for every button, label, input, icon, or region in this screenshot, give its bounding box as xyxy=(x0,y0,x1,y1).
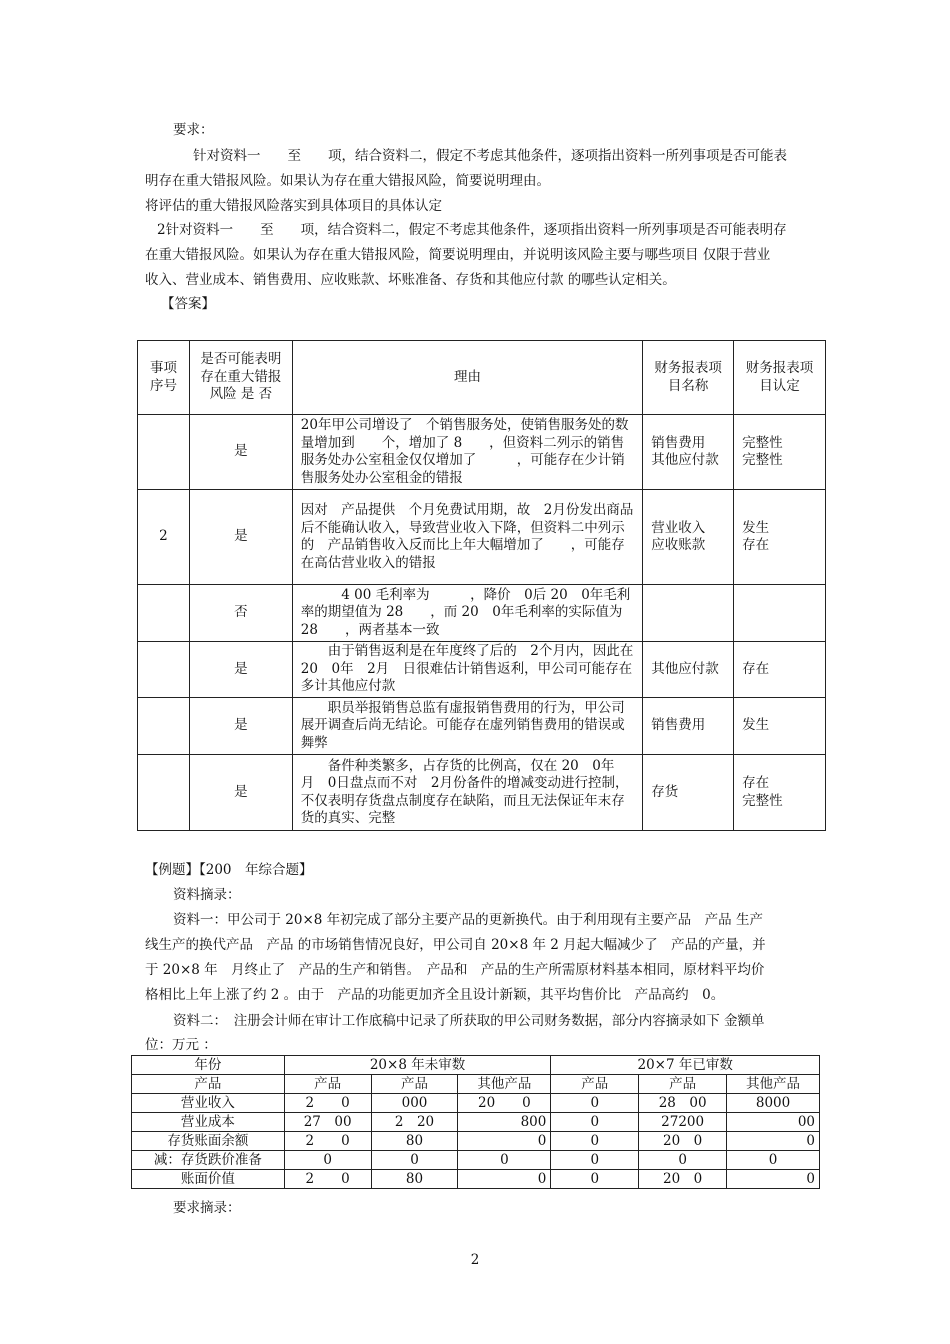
cell: 27 00 xyxy=(284,1113,371,1132)
data-row-cost xyxy=(132,1113,820,1132)
row-number xyxy=(138,585,190,642)
cell: 0 xyxy=(284,1151,371,1170)
answer-row xyxy=(138,755,826,831)
header-year: 年份 xyxy=(132,1056,285,1075)
data-table-header-years xyxy=(132,1056,820,1075)
header-2007-audited: 20×7 年已审数 xyxy=(551,1056,820,1075)
data-row-impairment xyxy=(132,1151,820,1170)
row-number xyxy=(138,755,190,831)
cell: 20 0 xyxy=(458,1094,551,1113)
requirement-heading: 要求： xyxy=(173,122,214,138)
cell: 2 0 xyxy=(284,1132,371,1151)
header-statement-item: 财务报表项目名称 xyxy=(643,341,734,415)
row-item: 其他应付款 xyxy=(643,642,734,698)
cell: 0 xyxy=(727,1170,820,1189)
row-flag: 是 xyxy=(189,698,292,755)
data-row-inventory-balance xyxy=(132,1132,820,1151)
cell: 27200 xyxy=(639,1113,727,1132)
cell: 2 20 xyxy=(371,1113,458,1132)
cell: 0 xyxy=(551,1094,639,1113)
data-row-revenue xyxy=(132,1094,820,1113)
sub-header: 其他产品 xyxy=(458,1075,551,1094)
answer-heading: 【答案】 xyxy=(161,296,215,312)
material-1-line-2: 线生产的换代产品 产品 的市场销售情况良好，甲公司自 20×8 年 2 月起大幅减少了 产品的产量，并 xyxy=(145,937,766,953)
row-item: 营业收入 应收账款 xyxy=(643,490,734,585)
material-2-line-2: 位：万元 ： xyxy=(145,1037,217,1053)
row-label: 营业收入 xyxy=(132,1094,285,1113)
row-assertion: 发生 存在 xyxy=(734,490,826,585)
row-number xyxy=(138,415,190,490)
cell: 0 xyxy=(458,1151,551,1170)
cell: 0 xyxy=(727,1151,820,1170)
row-item: 存货 xyxy=(643,755,734,831)
assertion-note: 将评估的重大错报风险落实到具体项目的具体认定 xyxy=(145,198,442,214)
sub-header: 其他产品 xyxy=(727,1075,820,1094)
row-reason: 由于销售返利是在年度终了后的 2个月内，因此在 20 0年 2月 日很难估计销售返利，甲公司可能存在多计其他应付款 xyxy=(292,642,642,698)
cell: 80 xyxy=(371,1132,458,1151)
answer-table-header xyxy=(138,341,826,415)
answer-table xyxy=(137,340,826,831)
sub-header: 产品 xyxy=(551,1075,639,1094)
header-2008-unaudited: 20×8 年未审数 xyxy=(284,1056,551,1075)
cell: 0 xyxy=(639,1151,727,1170)
material-summary-label: 资料摘录： xyxy=(173,887,241,903)
cell: 800 xyxy=(458,1113,551,1132)
data-table-header-products xyxy=(132,1075,820,1094)
row-assertion xyxy=(734,585,826,642)
answer-row xyxy=(138,585,826,642)
requirement-excerpt-label: 要求摘录： xyxy=(173,1200,241,1216)
material-1-line-3: 于 20×8 年 月终止了 产品的生产和销售。 产品和 产品的生产所需原材料基本相同，原材料平均价 xyxy=(145,962,765,978)
financial-data-table xyxy=(131,1055,820,1189)
row-label: 账面价值 xyxy=(132,1170,285,1189)
data-row-book-value xyxy=(132,1170,820,1189)
cell: 20 0 xyxy=(639,1132,727,1151)
sub-header: 产品 xyxy=(284,1075,371,1094)
row-number xyxy=(138,698,190,755)
header-reason: 理由 xyxy=(292,341,642,415)
cell: 0 xyxy=(551,1151,639,1170)
cell: 0 xyxy=(551,1132,639,1151)
example-title: 【例题】【200 年综合题】 xyxy=(145,862,313,878)
cell: 8000 xyxy=(727,1094,820,1113)
question-1-line-2: 明存在重大错报风险。如果认为存在重大错报风险，简要说明理由。 xyxy=(145,173,550,189)
row-reason: 因对 产品提供 个月免费试用期，故 2月份发出商品后不能确认收入，导致营业收入下降，但资料二中列示的 产品销售收入反而比上年大幅增加了 ，可能存在高估营业收入的错报 xyxy=(292,490,642,585)
row-assertion: 存在 完整性 xyxy=(734,755,826,831)
row-assertion: 存在 xyxy=(734,642,826,698)
material-2-line-1: 资料二： 注册会计师在审计工作底稿中记录了所获取的甲公司财务数据，部分内容摘录如下 金额单 xyxy=(173,1013,765,1029)
question-2-line-1: 2针对资料一 至 项，结合资料二，假定不考虑其他条件，逐项指出资料一所列事项是否可能表明存 xyxy=(157,222,787,238)
row-label: 营业成本 xyxy=(132,1113,285,1132)
cell: 000 xyxy=(371,1094,458,1113)
row-flag: 否 xyxy=(189,585,292,642)
header-product: 产品 xyxy=(132,1075,285,1094)
row-item xyxy=(643,585,734,642)
cell: 20 0 xyxy=(639,1170,727,1189)
answer-row xyxy=(138,698,826,755)
answer-row xyxy=(138,490,826,585)
cell: 28 00 xyxy=(639,1094,727,1113)
cell: 00 xyxy=(727,1113,820,1132)
row-label: 存货账面余额 xyxy=(132,1132,285,1151)
answer-row xyxy=(138,415,826,490)
header-item-number: 事项序号 xyxy=(138,341,190,415)
material-1-line-1: 资料一：甲公司于 20×8 年初完成了部分主要产品的更新换代。由于利用现有主要产品 产品 生产 xyxy=(173,912,763,928)
material-1-line-4: 格相比上年上涨了约 2 。由于 产品的功能更加齐全且设计新颖，其平均售价比 产品高约 0。 xyxy=(145,987,725,1003)
row-reason: 20年甲公司增设了 个销售服务处，使销售服务处的数量增加到 个，增加了 8 ，但资料二列示的销售服务处办公室租金仅仅增加了 ，可能存在少计销售服务处办公室租金的错报 xyxy=(292,415,642,490)
cell: 0 xyxy=(727,1132,820,1151)
question-2-line-3: 收入、营业成本、销售费用、应收账款、坏账准备、存货和其他应付款 的哪些认定相关。 xyxy=(145,272,676,288)
cell: 2 0 xyxy=(284,1170,371,1189)
cell: 2 0 xyxy=(284,1094,371,1113)
header-risk-flag: 是否可能表明存在重大错报风险 是 否 xyxy=(189,341,292,415)
row-flag: 是 xyxy=(189,490,292,585)
cell: 0 xyxy=(458,1132,551,1151)
row-flag: 是 xyxy=(189,415,292,490)
sub-header: 产品 xyxy=(639,1075,727,1094)
cell: 0 xyxy=(458,1170,551,1189)
question-1-line-1: 针对资料一 至 项，结合资料二，假定不考虑其他条件，逐项指出资料一所列事项是否可能表 xyxy=(193,148,787,164)
row-reason: 备件种类繁多，占存货的比例高，仅在 20 0年 月 0日盘点而不对 2月份备件的增减变动进行控制，不仅表明存货盘点制度存在缺陷，而且无法保证年末存货的真实、完整 xyxy=(292,755,642,831)
cell: 0 xyxy=(551,1170,639,1189)
row-item: 销售费用 xyxy=(643,698,734,755)
answer-row xyxy=(138,642,826,698)
row-label: 减：存货跌价准备 xyxy=(132,1151,285,1170)
row-assertion: 发生 xyxy=(734,698,826,755)
row-item: 销售费用 其他应付款 xyxy=(643,415,734,490)
page-number: 2 xyxy=(470,1252,480,1268)
row-reason: 4 00 毛利率为 ，降价 0后 20 0年毛利率的期望值为 28 ，而 20 0年毛利率的实际值为 28 ，两者基本一致 xyxy=(292,585,642,642)
row-number: 2 xyxy=(138,490,190,585)
row-flag: 是 xyxy=(189,755,292,831)
row-number xyxy=(138,642,190,698)
row-assertion: 完整性 完整性 xyxy=(734,415,826,490)
question-2-line-2: 在重大错报风险。如果认为存在重大错报风险，简要说明理由，并说明该风险主要与哪些项目 仅限于营业 xyxy=(145,247,771,263)
cell: 80 xyxy=(371,1170,458,1189)
row-flag: 是 xyxy=(189,642,292,698)
cell: 0 xyxy=(551,1113,639,1132)
header-assertion: 财务报表项目认定 xyxy=(734,341,826,415)
row-reason: 职员举报销售总监有虚报销售费用的行为，甲公司展开调查后尚无结论。可能存在虚列销售费用的错误或舞弊 xyxy=(292,698,642,755)
sub-header: 产品 xyxy=(371,1075,458,1094)
cell: 0 xyxy=(371,1151,458,1170)
